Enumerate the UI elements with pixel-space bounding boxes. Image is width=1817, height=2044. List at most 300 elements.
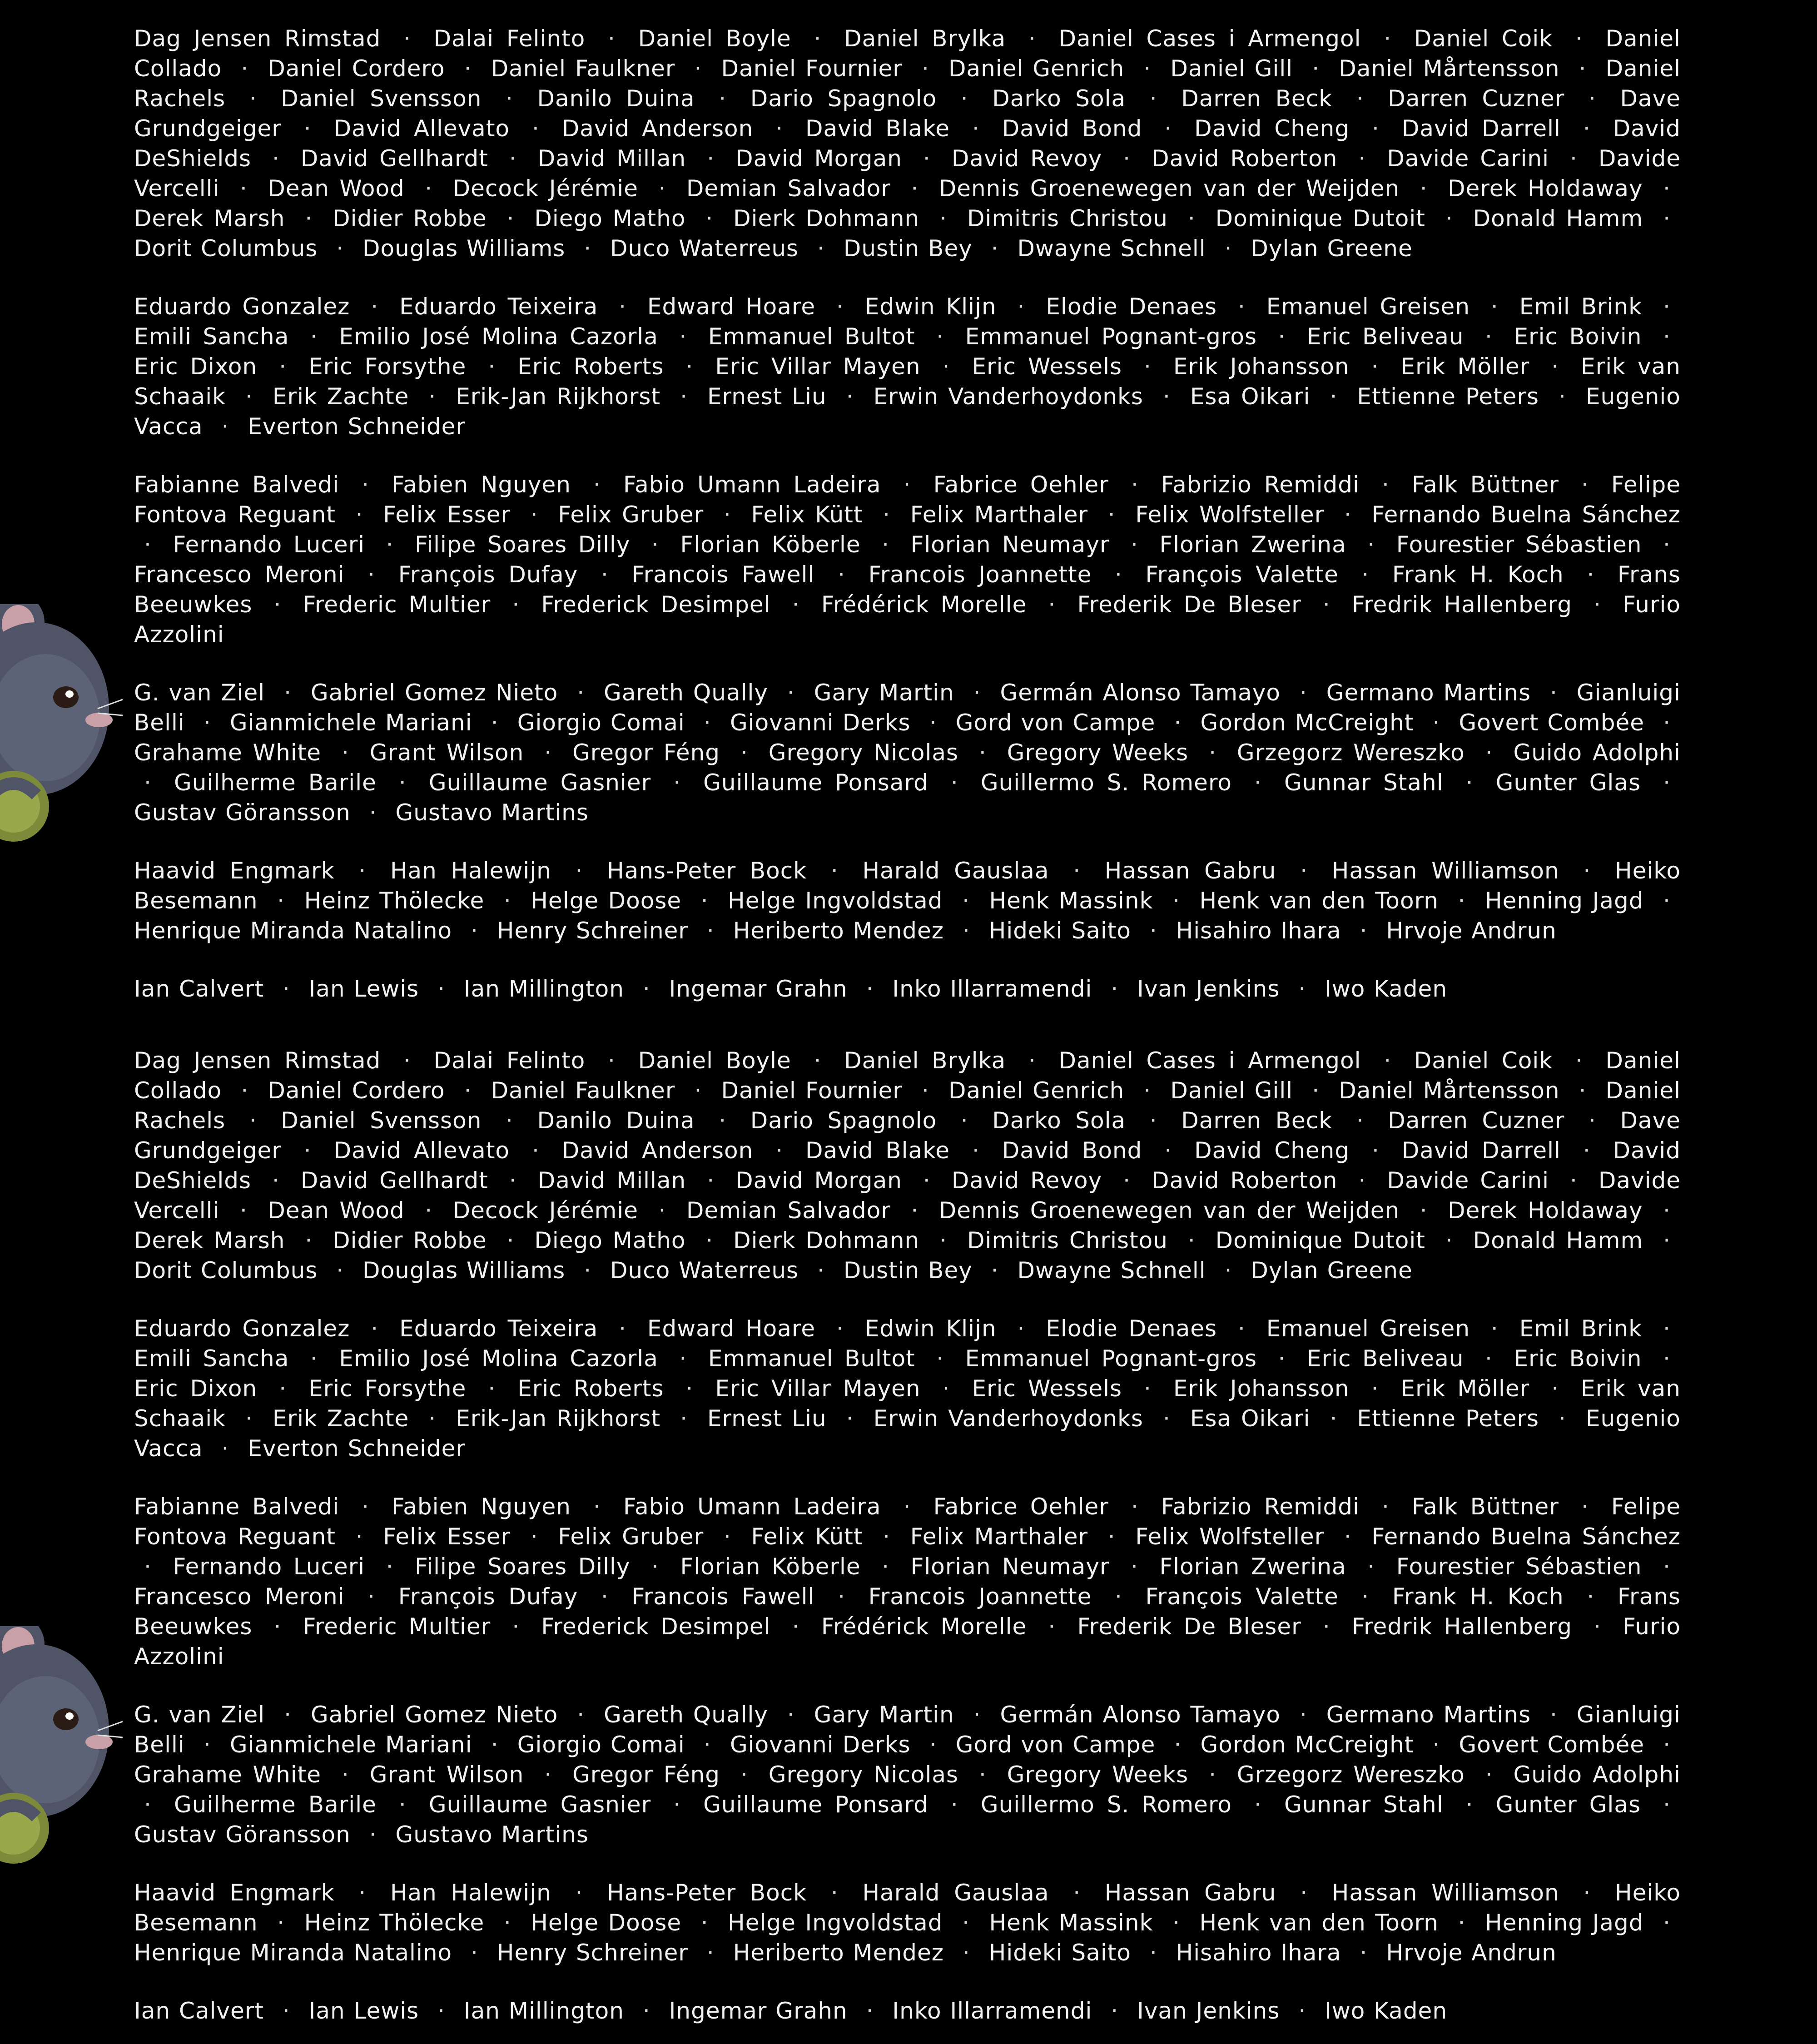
separator-dot: · bbox=[1299, 1702, 1307, 1728]
credit-name: Eric Dixon bbox=[134, 1375, 258, 1402]
credit-name: Darko Sola bbox=[992, 1107, 1126, 1134]
credit-name: Dalai Felinto bbox=[433, 25, 586, 52]
credit-name: Giovanni Derks bbox=[730, 709, 911, 736]
separator-dot: · bbox=[651, 531, 659, 558]
credit-name: Ettienne Peters bbox=[1357, 1405, 1539, 1432]
separator-dot: · bbox=[1663, 205, 1671, 232]
separator-dot: · bbox=[1254, 1791, 1262, 1818]
credit-name: Daniel Gill bbox=[1170, 1077, 1293, 1104]
credit-name: Fabien Nguyen bbox=[392, 1493, 571, 1520]
credit-name: Dylan Greene bbox=[1251, 1257, 1413, 1284]
credit-name: Emmanuel Bultot bbox=[708, 1345, 915, 1372]
credit-name: Gustav Göransson bbox=[134, 799, 351, 826]
credit-name: Fabrizio Remiddi bbox=[1161, 471, 1360, 498]
credit-name: Germano Martins bbox=[1326, 680, 1531, 706]
separator-dot: · bbox=[241, 55, 249, 82]
separator-dot: · bbox=[619, 1315, 627, 1342]
credit-name: Dennis Groenewegen van der Weijden bbox=[938, 175, 1400, 202]
separator-dot: · bbox=[973, 680, 981, 706]
credit-name: Gregor Féng bbox=[572, 739, 720, 766]
credit-name: Germán Alonso Tamayo bbox=[1000, 1702, 1281, 1728]
credit-name: Ernest Liu bbox=[707, 383, 827, 410]
credit-name: Eduardo Teixeira bbox=[399, 1315, 598, 1342]
separator-dot: · bbox=[1663, 769, 1671, 796]
credit-name: Henry Schreiner bbox=[496, 918, 688, 944]
credit-name: Derek Marsh bbox=[134, 205, 285, 232]
separator-dot: · bbox=[1663, 293, 1671, 320]
separator-dot: · bbox=[1663, 531, 1671, 558]
credit-name: Daniel Collado bbox=[134, 1047, 1681, 1104]
separator-dot: · bbox=[705, 1227, 714, 1254]
credit-name: David Darrell bbox=[1401, 1137, 1561, 1164]
credits-screen-bottom bbox=[0, 1022, 1817, 2044]
credit-name: Emanuel Greisen bbox=[1266, 293, 1470, 320]
separator-dot: · bbox=[1330, 383, 1338, 410]
credit-name: Erik-Jan Rijkhorst bbox=[456, 1405, 661, 1432]
separator-dot: · bbox=[305, 1227, 313, 1254]
separator-dot: · bbox=[241, 1077, 249, 1104]
credit-name: Ivan Jenkins bbox=[1137, 976, 1280, 1002]
credit-name: Decock Jérémie bbox=[452, 175, 638, 202]
separator-dot: · bbox=[706, 1940, 715, 1966]
credit-name: Florian Köberle bbox=[680, 531, 861, 558]
credit-name: David Morgan bbox=[735, 145, 902, 172]
separator-dot: · bbox=[1224, 235, 1232, 262]
separator-dot: · bbox=[1569, 145, 1578, 172]
credit-name: Guilherme Barile bbox=[174, 1791, 377, 1818]
credit-name: Dalai Felinto bbox=[433, 1047, 586, 1074]
credit-name: Ingemar Grahn bbox=[669, 976, 848, 1002]
credit-name: Henning Jagd bbox=[1484, 1910, 1644, 1936]
credit-name: Heinz Thölecke bbox=[304, 888, 485, 914]
separator-dot: · bbox=[950, 769, 958, 796]
separator-dot: · bbox=[310, 1345, 318, 1372]
credit-name: Dustin Bey bbox=[843, 235, 973, 262]
credit-name: Dwayne Schnell bbox=[1017, 1257, 1206, 1284]
separator-dot: · bbox=[719, 85, 727, 112]
credit-name: Govert Combée bbox=[1459, 709, 1644, 736]
separator-dot: · bbox=[882, 531, 890, 558]
credit-name: Dave Grundgeiger bbox=[134, 1107, 1681, 1164]
credit-name: Daniel Mårtensson bbox=[1339, 55, 1560, 82]
separator-dot: · bbox=[355, 1523, 363, 1550]
separator-dot: · bbox=[1372, 115, 1380, 142]
credit-name: Daniel Faulkner bbox=[491, 55, 675, 82]
separator-dot: · bbox=[1017, 1315, 1025, 1342]
separator-dot: · bbox=[1458, 888, 1466, 914]
separator-dot: · bbox=[505, 1107, 513, 1134]
separator-dot: · bbox=[245, 1405, 253, 1432]
separator-dot: · bbox=[1581, 1493, 1589, 1520]
credit-name: G. van Ziel bbox=[134, 680, 265, 706]
separator-dot: · bbox=[1587, 1583, 1595, 1610]
credit-name: Gabriel Gomez Nieto bbox=[310, 680, 558, 706]
credit-name: Donald Hamm bbox=[1473, 205, 1643, 232]
credit-name: Grant Wilson bbox=[369, 1761, 524, 1788]
credit-name: Hans-Peter Bock bbox=[607, 1880, 807, 1906]
separator-dot: · bbox=[249, 1107, 257, 1134]
separator-dot: · bbox=[303, 1137, 312, 1164]
separator-dot: · bbox=[505, 85, 513, 112]
separator-dot: · bbox=[936, 323, 944, 350]
credit-name: Demian Salvador bbox=[686, 175, 891, 202]
credits-group bbox=[134, 24, 1681, 263]
separator-dot: · bbox=[1187, 205, 1196, 232]
separator-dot: · bbox=[577, 1702, 585, 1728]
credit-name: Daniel Coik bbox=[1414, 25, 1553, 52]
separator-dot: · bbox=[1490, 1315, 1499, 1342]
credits-group bbox=[134, 1996, 1681, 2026]
separator-dot: · bbox=[1164, 115, 1172, 142]
credit-name: Everton Schneider bbox=[248, 1435, 466, 1462]
separator-dot: · bbox=[488, 353, 496, 380]
credit-name: Daniel Genrich bbox=[948, 1077, 1125, 1104]
separator-dot: · bbox=[651, 1553, 659, 1580]
credit-name: Eduardo Gonzalez bbox=[134, 1315, 350, 1342]
credit-name: Felipe Fontova Reguant bbox=[134, 1493, 1681, 1550]
separator-dot: · bbox=[972, 1137, 980, 1164]
credit-name: David Gellhardt bbox=[300, 1167, 488, 1194]
separator-dot: · bbox=[936, 1345, 944, 1372]
separator-dot: · bbox=[1581, 471, 1589, 498]
separator-dot: · bbox=[531, 115, 540, 142]
credit-name: Ian Millington bbox=[463, 976, 624, 1002]
separator-dot: · bbox=[398, 1791, 407, 1818]
credit-name: François Valette bbox=[1145, 1583, 1339, 1610]
separator-dot: · bbox=[1238, 1315, 1246, 1342]
separator-dot: · bbox=[1549, 1702, 1558, 1728]
credit-name: Fabien Nguyen bbox=[392, 471, 571, 498]
separator-dot: · bbox=[962, 1910, 970, 1936]
credit-name: Emanuel Greisen bbox=[1266, 1315, 1470, 1342]
separator-dot: · bbox=[608, 25, 616, 52]
credit-name: Dean Wood bbox=[268, 1197, 405, 1224]
credit-name: Germán Alonso Tamayo bbox=[1000, 680, 1281, 706]
separator-dot: · bbox=[593, 471, 601, 498]
separator-dot: · bbox=[817, 235, 825, 262]
credit-name: Frans Beeuwkes bbox=[134, 561, 1681, 618]
credit-name: Eric Roberts bbox=[517, 353, 664, 380]
credit-name: Elodie Denaes bbox=[1046, 293, 1217, 320]
credit-name: David Bond bbox=[1002, 1137, 1142, 1164]
credit-name: David Allevato bbox=[333, 1137, 510, 1164]
credit-name: Felix Esser bbox=[383, 1523, 511, 1550]
separator-dot: · bbox=[272, 1167, 280, 1194]
separator-dot: · bbox=[425, 1197, 433, 1224]
credit-name: Gary Martin bbox=[814, 680, 954, 706]
credit-name: Eric Wessels bbox=[972, 353, 1122, 380]
credit-name: Felix Kütt bbox=[751, 1523, 863, 1550]
separator-dot: · bbox=[1384, 25, 1392, 52]
separator-dot: · bbox=[1298, 976, 1306, 1002]
separator-dot: · bbox=[386, 531, 394, 558]
separator-dot: · bbox=[1073, 1880, 1081, 1906]
credit-name: Gordon McCreight bbox=[1200, 1731, 1414, 1758]
credit-name: Henk Massink bbox=[989, 1910, 1153, 1936]
separator-dot: · bbox=[1278, 323, 1286, 350]
separator-dot: · bbox=[284, 680, 292, 706]
credits-group bbox=[134, 1314, 1681, 1464]
separator-dot: · bbox=[1551, 353, 1559, 380]
separator-dot: · bbox=[1361, 1583, 1370, 1610]
credit-name: Erik Möller bbox=[1400, 353, 1530, 380]
separator-dot: · bbox=[284, 1702, 292, 1728]
credit-name: Eric Wessels bbox=[972, 1375, 1122, 1402]
separator-dot: · bbox=[428, 1405, 437, 1432]
credit-name: Gregor Féng bbox=[572, 1761, 720, 1788]
credit-name: Ivan Jenkins bbox=[1137, 1998, 1280, 2024]
separator-dot: · bbox=[336, 235, 344, 262]
credit-name: Dennis Groenewegen van der Weijden bbox=[938, 1197, 1400, 1224]
credit-name: Florian Zwerina bbox=[1159, 1553, 1346, 1580]
separator-dot: · bbox=[471, 918, 478, 944]
credit-name: Guido Adolphi bbox=[1513, 1761, 1681, 1788]
separator-dot: · bbox=[203, 1731, 211, 1758]
credit-name: Frans Beeuwkes bbox=[134, 1583, 1681, 1640]
credit-name: Eduardo Gonzalez bbox=[134, 293, 350, 320]
credit-name: David DeShields bbox=[134, 1137, 1681, 1194]
separator-dot: · bbox=[1143, 1077, 1152, 1104]
credit-name: Edwin Klijn bbox=[864, 293, 997, 320]
credit-name: Frederik De Bleser bbox=[1077, 591, 1301, 618]
credit-name: Francois Fawell bbox=[631, 1583, 815, 1610]
credit-name: David Revoy bbox=[951, 1167, 1102, 1194]
separator-dot: · bbox=[1594, 1613, 1602, 1640]
separator-dot: · bbox=[1330, 1405, 1338, 1432]
separator-dot: · bbox=[273, 1613, 282, 1640]
separator-dot: · bbox=[503, 888, 511, 914]
credit-name: Helge Ingvoldstad bbox=[728, 1910, 943, 1936]
separator-dot: · bbox=[1485, 1345, 1493, 1372]
separator-dot: · bbox=[1583, 1880, 1591, 1906]
separator-dot: · bbox=[249, 85, 257, 112]
separator-dot: · bbox=[1300, 1880, 1308, 1906]
credit-name: Hideki Saito bbox=[988, 1940, 1131, 1966]
credit-name: Haavid Engmark bbox=[134, 1880, 335, 1906]
credit-name: Gregory Weeks bbox=[1007, 1761, 1189, 1788]
separator-dot: · bbox=[369, 1821, 377, 1848]
credit-name: Fourestier Sébastien bbox=[1396, 531, 1642, 558]
separator-dot: · bbox=[960, 85, 968, 112]
credit-name: Guillaume Gasnier bbox=[428, 1791, 651, 1818]
separator-dot: · bbox=[883, 501, 891, 528]
separator-dot: · bbox=[960, 1107, 968, 1134]
separator-dot: · bbox=[1224, 1257, 1232, 1284]
separator-dot: · bbox=[1356, 1107, 1364, 1134]
credit-name: Guido Adolphi bbox=[1513, 739, 1681, 766]
credit-name: Henk van den Toorn bbox=[1199, 1910, 1439, 1936]
credits-list bbox=[134, 24, 1681, 1022]
credit-name: Erik Zachte bbox=[272, 383, 409, 410]
credit-name: Dominique Dutoit bbox=[1215, 1227, 1425, 1254]
credit-name: Danilo Duina bbox=[537, 85, 695, 112]
separator-dot: · bbox=[1663, 709, 1671, 736]
separator-dot: · bbox=[1465, 769, 1474, 796]
credit-name: Esa Oikari bbox=[1190, 383, 1311, 410]
separator-dot: · bbox=[673, 1791, 681, 1818]
separator-dot: · bbox=[991, 1257, 999, 1284]
credit-name: Henrique Miranda Natalino bbox=[134, 1940, 452, 1966]
credit-name: Dorit Columbus bbox=[134, 235, 318, 262]
separator-dot: · bbox=[1344, 501, 1352, 528]
credit-name: Henrique Miranda Natalino bbox=[134, 918, 452, 944]
credit-name: Frédérick Morelle bbox=[821, 1613, 1027, 1640]
credit-name: Grant Wilson bbox=[369, 739, 524, 766]
separator-dot: · bbox=[1445, 205, 1453, 232]
separator-dot: · bbox=[740, 739, 748, 766]
credit-name: Derek Holdaway bbox=[1448, 175, 1643, 202]
separator-dot: · bbox=[903, 471, 911, 498]
credit-name: David Millan bbox=[537, 1167, 686, 1194]
separator-dot: · bbox=[1131, 471, 1139, 498]
credit-name: Fernando Luceri bbox=[173, 531, 365, 558]
credit-name: Fernando Buelna Sánchez bbox=[1371, 1523, 1681, 1550]
credit-name: Dierk Dohmann bbox=[733, 1227, 920, 1254]
credit-name: Eric Villar Mayen bbox=[715, 353, 921, 380]
credit-name: Edwin Klijn bbox=[864, 1315, 997, 1342]
credit-name: Francesco Meroni bbox=[134, 1583, 345, 1610]
separator-dot: · bbox=[1663, 1910, 1671, 1936]
separator-dot: · bbox=[1172, 888, 1180, 914]
separator-dot: · bbox=[464, 55, 472, 82]
separator-dot: · bbox=[775, 115, 784, 142]
separator-dot: · bbox=[1312, 1077, 1320, 1104]
credit-name: Ian Millington bbox=[463, 1998, 624, 2024]
credits-group bbox=[134, 856, 1681, 946]
credit-name: Felix Gruber bbox=[558, 501, 704, 528]
credit-name: Demian Salvador bbox=[686, 1197, 891, 1224]
credit-name: Emilio José Molina Cazorla bbox=[339, 1345, 658, 1372]
separator-dot: · bbox=[1485, 739, 1493, 766]
credit-name: Guillaume Gasnier bbox=[428, 769, 651, 796]
credit-name: Fabianne Balvedi bbox=[134, 471, 340, 498]
separator-dot: · bbox=[1143, 55, 1152, 82]
credit-name: Erik van Schaaik bbox=[134, 1375, 1681, 1432]
credit-name: Gary Martin bbox=[814, 1702, 954, 1728]
credit-name: Eugenio Vacca bbox=[134, 383, 1681, 440]
credit-name: Heiko Besemann bbox=[134, 858, 1681, 914]
credit-name: Ingemar Grahn bbox=[669, 1998, 848, 2024]
separator-dot: · bbox=[1381, 1493, 1390, 1520]
separator-dot: · bbox=[403, 25, 411, 52]
separator-dot: · bbox=[1583, 115, 1591, 142]
separator-dot: · bbox=[277, 888, 285, 914]
credit-name: Falk Büttner bbox=[1411, 1493, 1559, 1520]
separator-dot: · bbox=[1384, 1047, 1392, 1074]
credit-name: Fabrice Oehler bbox=[933, 1493, 1109, 1520]
separator-dot: · bbox=[694, 1077, 702, 1104]
separator-dot: · bbox=[972, 115, 980, 142]
credit-name: Giovanni Derks bbox=[730, 1731, 911, 1758]
credit-name: Daniel Boyle bbox=[638, 25, 791, 52]
separator-dot: · bbox=[1048, 1613, 1056, 1640]
credit-name: Fernando Luceri bbox=[173, 1553, 365, 1580]
credit-name: Diego Matho bbox=[534, 205, 686, 232]
credit-name: Darren Cuzner bbox=[1388, 85, 1565, 112]
separator-dot: · bbox=[1583, 858, 1591, 884]
separator-dot: · bbox=[1663, 1731, 1671, 1758]
separator-dot: · bbox=[144, 531, 152, 558]
separator-dot: · bbox=[1299, 680, 1307, 706]
separator-dot: · bbox=[310, 323, 318, 350]
separator-dot: · bbox=[1465, 1791, 1474, 1818]
credit-name: Inko Illarramendi bbox=[892, 1998, 1092, 2024]
separator-dot: · bbox=[792, 591, 800, 618]
separator-dot: · bbox=[1485, 1761, 1493, 1788]
separator-dot: · bbox=[658, 1197, 666, 1224]
separator-dot: · bbox=[221, 413, 229, 440]
separator-dot: · bbox=[1123, 145, 1131, 172]
credit-name: Daniel Faulkner bbox=[491, 1077, 675, 1104]
separator-dot: · bbox=[1663, 1197, 1671, 1224]
separator-dot: · bbox=[437, 976, 446, 1002]
credit-name: David Blake bbox=[805, 115, 950, 142]
credit-name: Filipe Soares Dilly bbox=[415, 1553, 630, 1580]
credit-name: Gord von Campe bbox=[955, 709, 1156, 736]
separator-dot: · bbox=[273, 591, 282, 618]
separator-dot: · bbox=[1360, 1940, 1368, 1966]
credit-name: Duco Waterreus bbox=[610, 1257, 799, 1284]
credit-name: Hassan Williamson bbox=[1331, 1880, 1559, 1906]
separator-dot: · bbox=[371, 293, 379, 320]
separator-dot: · bbox=[1073, 858, 1081, 884]
credit-name: Dave Grundgeiger bbox=[134, 85, 1681, 142]
separator-dot: · bbox=[1663, 323, 1671, 350]
separator-dot: · bbox=[1358, 1167, 1366, 1194]
separator-dot: · bbox=[282, 1998, 290, 2024]
credit-name: Harald Gauslaa bbox=[862, 858, 1049, 884]
separator-dot: · bbox=[1172, 1910, 1180, 1936]
separator-dot: · bbox=[203, 709, 211, 736]
separator-dot: · bbox=[1162, 1405, 1171, 1432]
separator-dot: · bbox=[830, 858, 839, 884]
credit-name: Iwo Kaden bbox=[1325, 1998, 1448, 2024]
credit-name: Guilherme Barile bbox=[174, 769, 377, 796]
separator-dot: · bbox=[1361, 561, 1370, 588]
credit-name: Guillermo S. Romero bbox=[980, 1791, 1232, 1818]
separator-dot: · bbox=[1663, 1553, 1671, 1580]
credits-group bbox=[134, 292, 1681, 442]
separator-dot: · bbox=[1663, 1345, 1671, 1372]
separator-dot: · bbox=[282, 976, 290, 1002]
separator-dot: · bbox=[973, 1702, 981, 1728]
separator-dot: · bbox=[1149, 1940, 1157, 1966]
credit-name: David Roberton bbox=[1152, 1167, 1338, 1194]
credit-name: Donald Hamm bbox=[1473, 1227, 1643, 1254]
credit-name: David Gellhardt bbox=[300, 145, 488, 172]
credit-name: Fabio Umann Ladeira bbox=[623, 471, 881, 498]
credits-group bbox=[134, 1492, 1681, 1672]
separator-dot: · bbox=[1432, 709, 1440, 736]
separator-dot: · bbox=[428, 383, 437, 410]
separator-dot: · bbox=[575, 858, 583, 884]
separator-dot: · bbox=[921, 55, 929, 82]
separator-dot: · bbox=[506, 205, 515, 232]
separator-dot: · bbox=[1017, 293, 1025, 320]
credit-name: Francois Joannette bbox=[868, 561, 1092, 588]
credit-name: Dag Jensen Rimstad bbox=[134, 25, 381, 52]
credit-name: Daniel Mårtensson bbox=[1339, 1077, 1560, 1104]
credit-name: Daniel Collado bbox=[134, 25, 1681, 82]
separator-dot: · bbox=[530, 1523, 538, 1550]
credit-name: Germano Martins bbox=[1326, 1702, 1531, 1728]
separator-dot: · bbox=[838, 561, 845, 588]
separator-dot: · bbox=[1344, 1523, 1352, 1550]
credit-name: Guillermo S. Romero bbox=[980, 769, 1232, 796]
separator-dot: · bbox=[723, 1523, 731, 1550]
credit-name: Furio Azzolini bbox=[134, 591, 1681, 648]
separator-dot: · bbox=[531, 1137, 540, 1164]
